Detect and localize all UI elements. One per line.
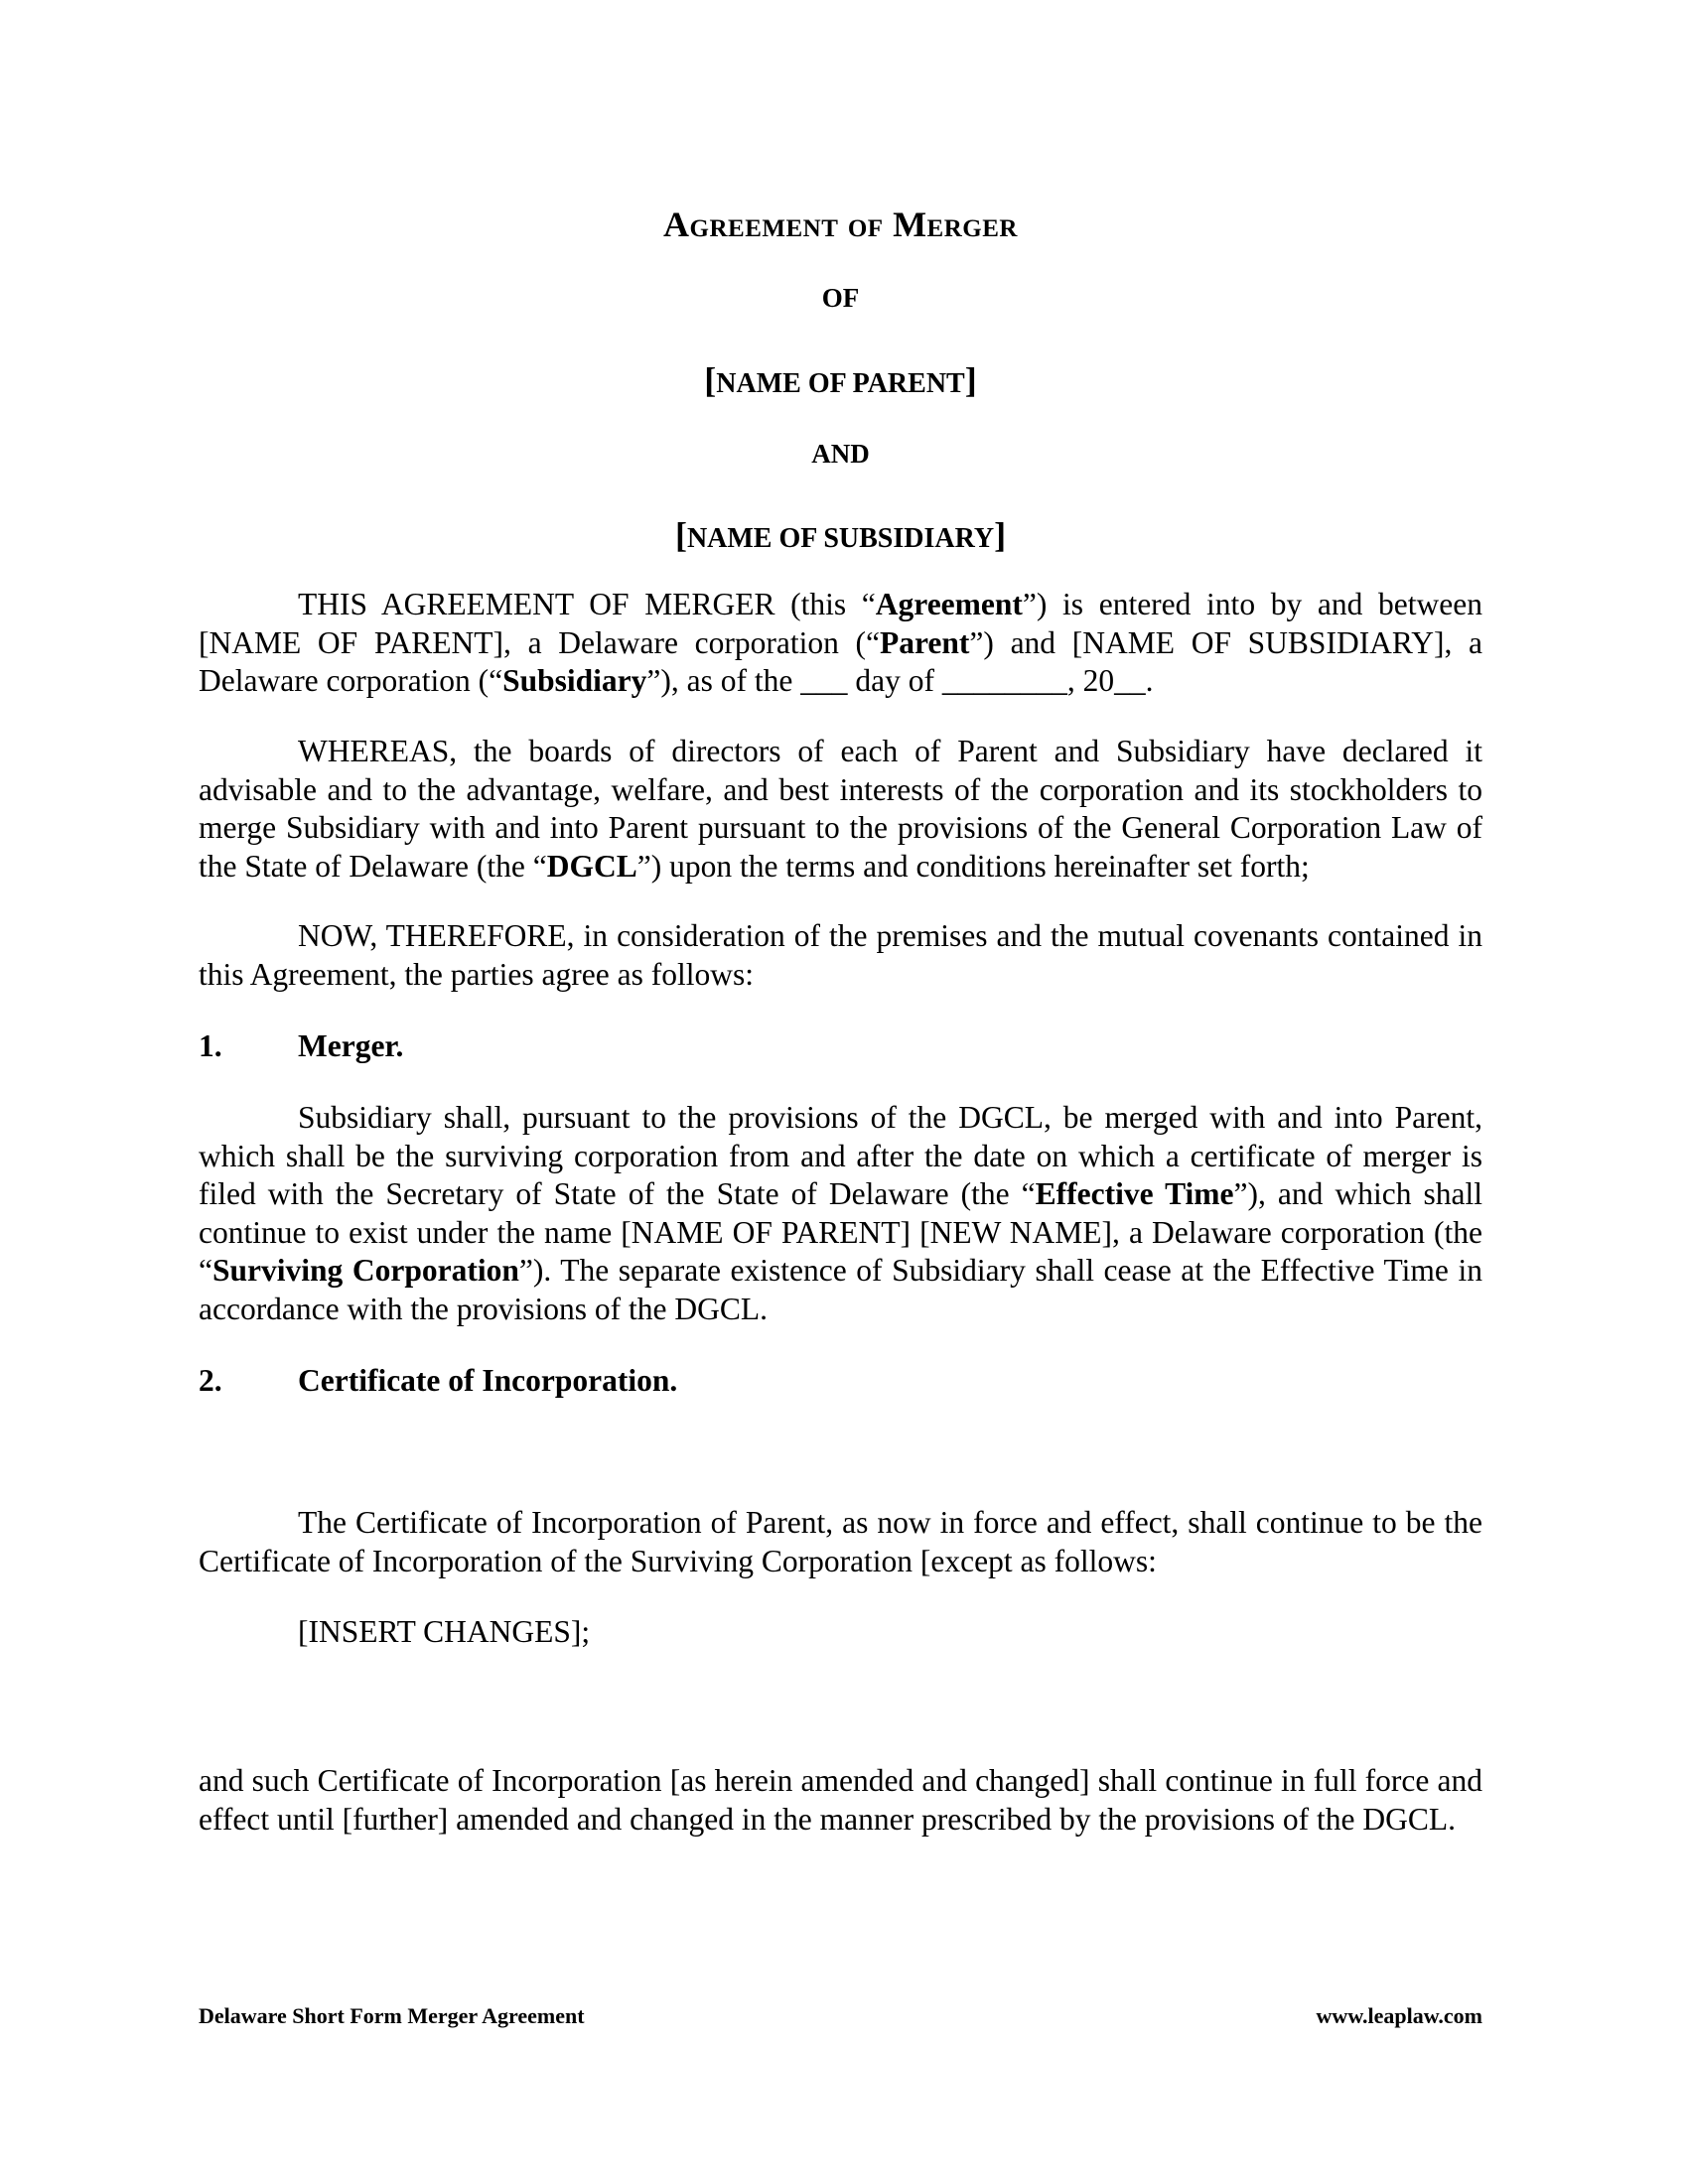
title-and: AND [811,439,870,469]
defined-term-surviving-corporation: Surviving Corporation [211,1253,519,1288]
preamble-paragraph [199,586,1482,701]
title-subsidiary-name [199,514,1482,556]
defined-term-dgcl: DGCL [546,848,637,884]
subsidiary-name-placeholder: NAME OF SUBSIDIARY [686,523,995,554]
preamble-text: ”) is entered into by and between [NAME OF PARENT], a Delaware corporation (“ [199,587,1482,660]
title-of: OF [821,283,860,313]
section-number: 2. [199,1363,222,1398]
preamble-text: THIS AGREEMENT OF MERGER (this “ [298,587,876,621]
defined-term-effective-time: Effective Time [1035,1176,1234,1211]
title-parent-name [199,359,1482,401]
section-number: 1. [199,1028,222,1063]
section-1-paragraph [199,1099,1482,1328]
defined-term-agreement: Agreement [875,587,1023,621]
bracket-close: ] [994,515,1007,555]
whereas-paragraph [199,733,1482,886]
defined-term-parent: Parent [880,624,970,660]
document-page [199,0,1482,2184]
insert-changes-placeholder: [INSERT CHANGES]; [298,1614,591,1649]
section-1-heading [199,1027,403,1065]
section-2-paragraph: The Certificate of Incorporation of Parent, as now in force and effect, shall continue to be the Certificate of Incorporation of the Surviving Corporation [except as follows: [199,1505,1482,1578]
section-text: ”), and which shall continue to exist under the name [NAME OF PARENT] [NEW NAME], a Delaware corporation (the “ [199,1176,1483,1288]
footer-website: www.leaplaw.com [1316,2003,1482,2028]
whereas-text: WHEREAS, the boards of directors of each of Parent and Subsidiary have declared it advisable and to the advantage, welfare, and best interests of the corporation and its stockholders to merge Subsidiary with and into Parent pursuant to the provisions of the General Corporation Law of the State of Delaware (the “ [199,734,1482,884]
bracket-close: ] [964,360,977,400]
footer-document-name: Delaware Short Form Merger Agreement [199,2003,585,2028]
document-title: Agreement of Merger [663,205,1018,244]
now-therefore-paragraph: NOW, THEREFORE, in consideration of the premises and the mutual covenants contained in this Agreement, the parties agree as follows: [199,918,1482,992]
section-title: Certificate of Incorporation. [298,1363,678,1398]
section-title: Merger. [298,1028,404,1063]
section-2-heading [199,1362,677,1400]
defined-term-subsidiary: Subsidiary [502,663,647,698]
whereas-text: ”) upon the terms and conditions hereinafter set forth; [636,848,1310,884]
section-text: Subsidiary shall, pursuant to the provisions of the DGCL, be merged with and into Parent, which shall be the surviving corporation from and after the date on which a certificate of merger is filed with the Secretary of State of the State of Delaware (the “ [199,1100,1482,1211]
bracket-open: [ [704,360,717,400]
bracket-open: [ [674,515,687,555]
parent-name-placeholder: NAME OF PARENT [716,368,965,399]
section-2-closing-paragraph: and such Certificate of Incorporation [as herein amended and changed] shall continue in full force and effect until [further] amended and changed in the manner prescribed by the provisions of the DGCL. [199,1763,1482,1837]
section-text: ”). The separate existence of Subsidiary shall cease at the Effective Time in accordance with the provisions of the DGCL. [199,1253,1482,1326]
preamble-text: ”), as of the ___ day of ________, 20__. [646,663,1154,698]
preamble-text: ”) and [NAME OF SUBSIDIARY], a Delaware corporation (“ [199,624,1482,698]
